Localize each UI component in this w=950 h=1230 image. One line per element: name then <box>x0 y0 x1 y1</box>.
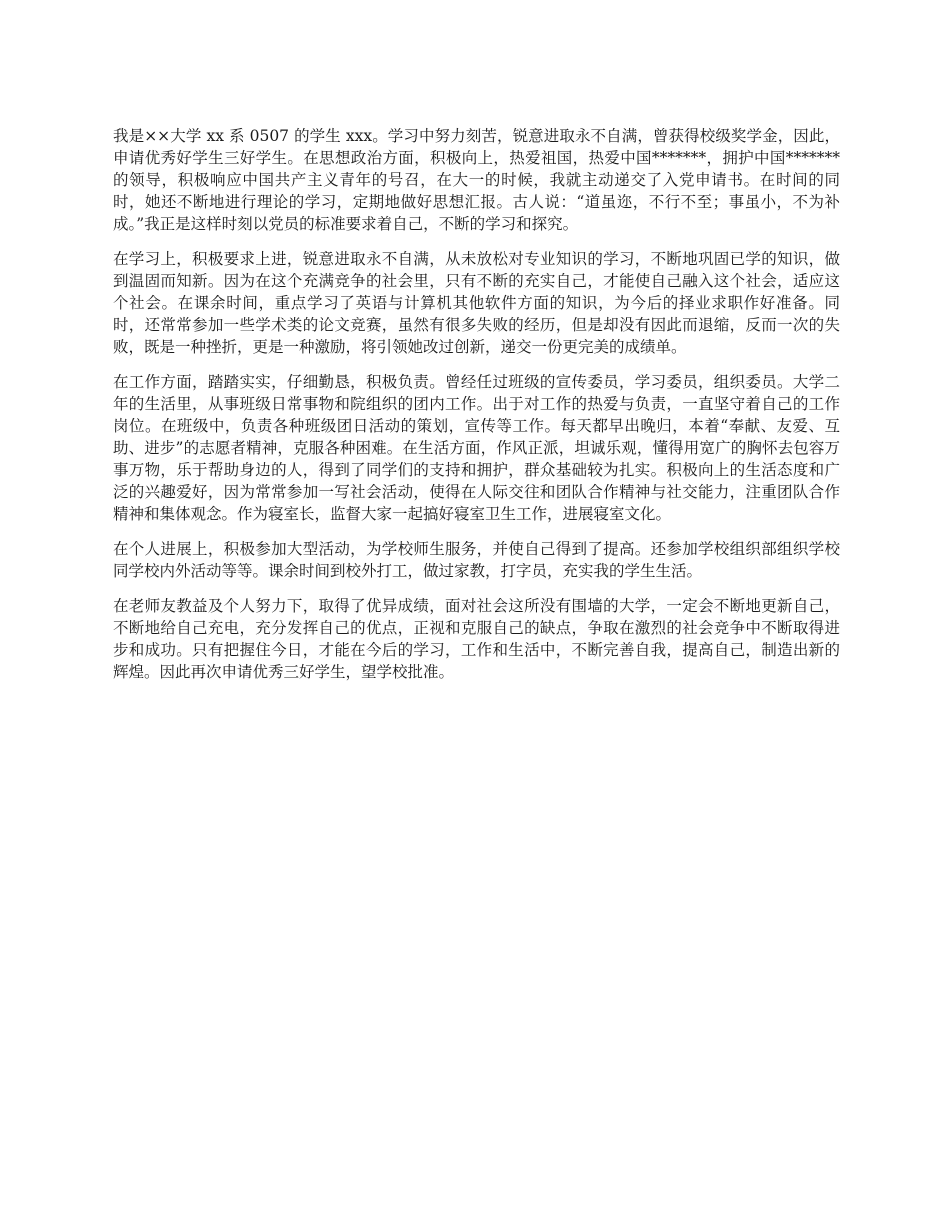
paragraph-conclusion: 在老师友教益及个人努力下，取得了优异成绩，面对社会这所没有围墙的大学，一定会不断地更新自己，不断地给自己充电，充分发挥自己的优点，正视和克服自己的缺点，争取在激烈的社会竞争中不断取得进步和成功。只有把握住今日，才能在今后的学习，工作和生活中，不断完善自我，提高自己，制造出新的辉煌。因此再次申请优秀三好学生，望学校批准。 <box>113 597 840 681</box>
document-body <box>113 125 840 696</box>
paragraph-work-life: 在工作方面，踏踏实实，仔细勤恳，积极负责。曾经任过班级的宣传委员，学习委员，组织委员。大学二年的生活里，从事班级日常事物和院组织的团内工作。出于对工作的热爱与负责，一直坚守着自己的工作岗位。在班级中，负责各种班级团日活动的策划，宣传等工作。每天都早出晚归，本着“奉献、友爱、互助、进步”的志愿者精神，克服各种困难。在生活方面，作风正派，坦诚乐观，懂得用宽广的胸怀去包容万事万物，乐于帮助身边的人，得到了同学们的支持和拥护，群众基础较为扎实。积极向上的生活态度和广泛的兴趣爱好，因为常常参加一写社会活动，使得在人际交往和团队合作精神与社交能力，注重团队合作精神和集体观念。作为寝室长，监督大家一起搞好寝室卫生工作，进展寝室文化。 <box>113 373 840 523</box>
paragraph-intro: 我是××大学 xx 系 0507 的学生 xxx。学习中努力刻苦，锐意进取永不自满，曾获得校级奖学金，因此，申请优秀好学生三好学生。在思想政治方面，积极向上，热爱祖国，热爱中国*******，拥护中国*******的领导，积极响应中国共产主义青年的号召，在大一的时候，我就主动递交了入党申请书。在时间的同时，她还不断地进行理论的学习，定期地做好思想汇报。古人说：“道虽迩，不行不至；事虽小，不为补成。”我正是这样时刻以党员的标准要求着自己，不断的学习和探究。 <box>113 127 840 233</box>
paragraph-personal-development: 在个人进展上，积极参加大型活动，为学校师生服务，并使自己得到了提高。还参加学校组织部组织学校同学校内外活动等等。课余时间到校外打工，做过家教，打字员，充实我的学生生活。 <box>113 540 840 580</box>
paragraph-study: 在学习上，积极要求上进，锐意进取永不自满，从未放松对专业知识的学习，不断地巩固已学的知识，做到温固而知新。因为在这个充满竞争的社会里，只有不断的充实自己，才能使自己融入这个社会，适应这个社会。在课余时间，重点学习了英语与计算机其他软件方面的知识，为今后的择业求职作好准备。同时，还常常参加一些学术类的论文竞赛，虽然有很多失败的经历，但是却没有因此而退缩，反而一次的失败，既是一种挫折，更是一种激励，将引领她改过创新，递交一份更完美的成绩单。 <box>113 250 840 356</box>
